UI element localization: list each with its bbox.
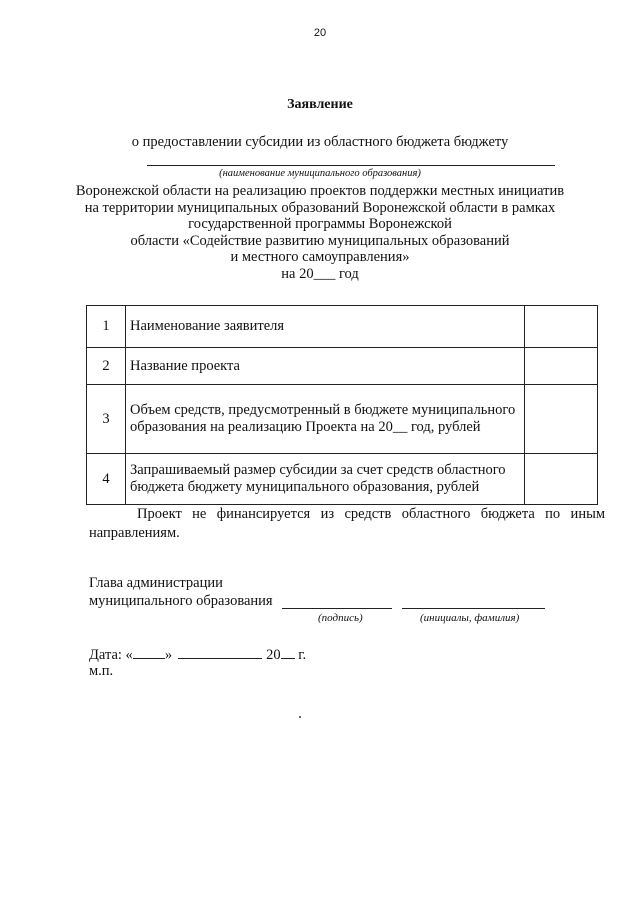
date-month-blank[interactable] bbox=[178, 645, 262, 659]
date-row bbox=[89, 645, 306, 664]
signatory-title-line2: муниципального образования bbox=[89, 593, 273, 609]
date-year-blank[interactable] bbox=[281, 645, 295, 659]
municipality-name-caption: (наименование муниципального образования) bbox=[219, 168, 421, 179]
scan-speck bbox=[299, 716, 301, 718]
row-label: Объем средств, предусмотренный в бюджете муниципального образования на реализацию Проекта на 20__ год, рублей bbox=[126, 385, 525, 454]
row-label: Запрашиваемый размер субсидии за счет средств областного бюджета бюджету муниципального образования, рублей bbox=[126, 454, 525, 505]
purpose-line: на территории муниципальных образований Воронежской области в рамках bbox=[84, 199, 556, 216]
signature-caption: (подпись) bbox=[318, 612, 363, 624]
purpose-line: и местного самоуправления» bbox=[230, 249, 410, 266]
name-caption: (инициалы, фамилия) bbox=[420, 612, 520, 624]
page-number: 20 bbox=[313, 27, 327, 39]
row-number: 2 bbox=[87, 348, 126, 385]
table-row bbox=[87, 348, 598, 385]
document-title: Заявление bbox=[287, 97, 353, 112]
date-close-quote: » bbox=[164, 647, 173, 663]
table-row bbox=[87, 454, 598, 505]
document-subtitle: о предоставлении субсидии из областного бюджета бюджету bbox=[131, 134, 509, 150]
date-label: Дата: « bbox=[89, 647, 133, 663]
row-value-cell[interactable] bbox=[525, 385, 598, 454]
row-number: 4 bbox=[87, 454, 126, 505]
row-value-cell[interactable] bbox=[525, 348, 598, 385]
row-number: 3 bbox=[87, 385, 126, 454]
row-value-cell[interactable] bbox=[525, 306, 598, 348]
signatory-title: Глава администрации bbox=[89, 575, 223, 591]
financing-note: Проект не финансируется из средств областного бюджета по иным направлениям. bbox=[89, 506, 605, 541]
row-label: Наименование заявителя bbox=[126, 306, 525, 348]
row-number: 1 bbox=[87, 306, 126, 348]
name-blank[interactable] bbox=[402, 608, 545, 609]
purpose-line: на 20___ год bbox=[281, 265, 359, 282]
date-year-suffix: г. bbox=[294, 647, 307, 663]
row-value-cell[interactable] bbox=[525, 454, 598, 505]
purpose-line: Воронежской области на реализацию проектов поддержки местных инициатив bbox=[75, 183, 565, 199]
row-label: Название проекта bbox=[126, 348, 525, 385]
date-year-prefix: 20 bbox=[266, 647, 281, 663]
purpose-text bbox=[0, 183, 640, 283]
application-table bbox=[86, 305, 598, 505]
table-row bbox=[87, 385, 598, 454]
purpose-line: области «Содействие развитию муниципальных образований bbox=[130, 232, 510, 249]
stamp-place: м.п. bbox=[89, 663, 114, 679]
table-row bbox=[87, 306, 598, 348]
purpose-line: государственной программы Воронежской bbox=[188, 216, 452, 233]
municipality-name-blank[interactable] bbox=[147, 165, 555, 166]
date-day-blank[interactable] bbox=[133, 645, 165, 659]
signature-blank[interactable] bbox=[282, 608, 392, 609]
